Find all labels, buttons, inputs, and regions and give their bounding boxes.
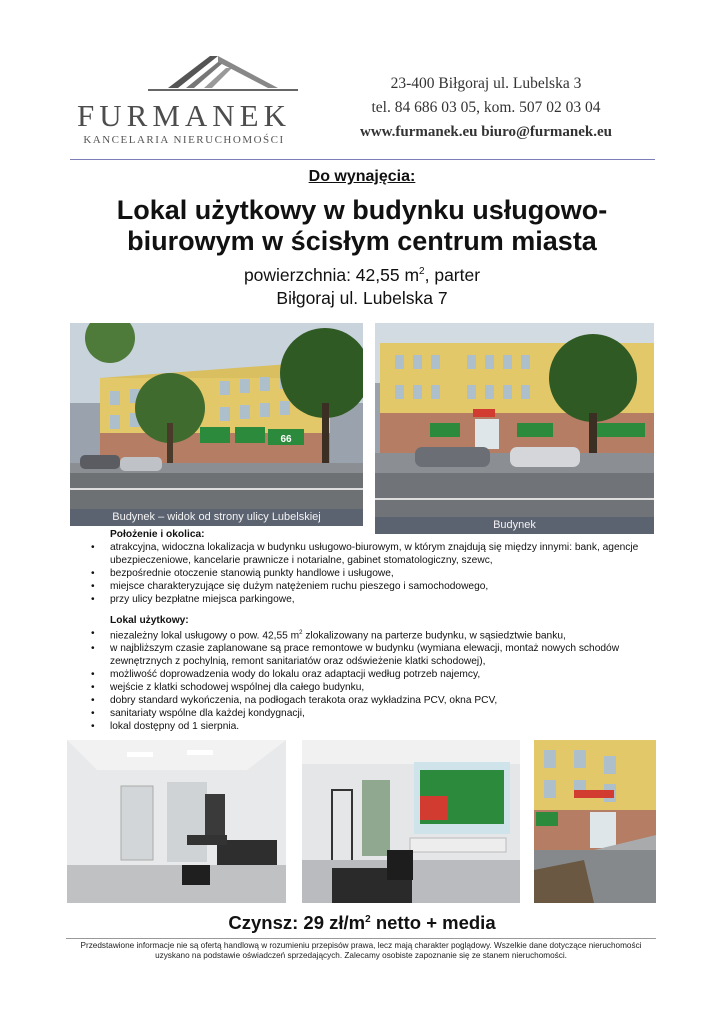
premises-item: • możliwość doprowadzenia wody do lokalu oraz adaptacji według potrzeb najemcy, — [84, 668, 664, 681]
premises-list — [84, 627, 664, 733]
building-front-illustration — [375, 323, 654, 534]
location-list — [84, 541, 664, 606]
location-heading: Położenie i okolica: — [110, 529, 205, 540]
area-sup: 2 — [419, 266, 425, 278]
building-entrance-illustration — [534, 740, 656, 903]
roof-logo-icon — [148, 52, 298, 96]
premises-item: • w najbliższym czasie zaplanowane są prace remontowe w budynku (wymiana elewacji, montaż nowych schodów zewnętrznych z pochylnią, remont sanitariatów oraz odświeżenie klatki schodowej), — [84, 642, 664, 668]
premises-item-text-end: zlokalizowany na parterze budynku, w sąsiedztwie banku, — [302, 630, 566, 642]
rent-price — [0, 912, 724, 934]
footer-divider — [66, 938, 656, 939]
rent-prefix: Czynsz: 29 zł/m — [228, 912, 366, 933]
interior-office-illustration — [67, 740, 286, 903]
location-item: • przy ulicy bezpłatne miejsca parkingowe, — [84, 593, 664, 606]
building-street-illustration — [70, 323, 363, 526]
location-item: • bezpośrednie otoczenie stanowią punkty handlowe i usługowe, — [84, 567, 664, 580]
contact-phones: tel. 84 686 03 05, kom. 507 02 03 04 — [371, 99, 601, 116]
photo-interior-office — [67, 740, 286, 903]
premises-heading: Lokal użytkowy: — [110, 615, 189, 626]
photo-caption-street: Budynek – widok od strony ulicy Lubelskiej — [70, 509, 363, 526]
premises-item: • wejście z klatki schodowej wspólnej dla całego budynku, — [84, 681, 664, 694]
premises-item-sup: 2 — [299, 630, 303, 636]
photo-building-street-view — [70, 323, 363, 526]
listing-title: Lokal użytkowy w budynku usługowo-biurowym w ścisłym centrum miasta — [116, 195, 608, 256]
listing-address: Biłgoraj ul. Lubelska 7 — [276, 288, 448, 308]
rent-sup: 2 — [365, 913, 371, 925]
contact-block — [318, 72, 654, 144]
location-section — [84, 528, 664, 606]
contact-web-email[interactable]: www.furmanek.eu biuro@furmanek.eu — [359, 124, 613, 140]
premises-section — [84, 614, 664, 733]
interior-window-illustration — [302, 740, 520, 903]
for-rent-label: Do wynajęcia: — [308, 168, 416, 185]
premises-item-text: niezależny lokal usługowy o pow. 42,55 m — [110, 630, 300, 642]
contact-address: 23-400 Biłgoraj ul. Lubelska 3 — [390, 75, 582, 92]
shop-sign-text: 66 — [280, 434, 292, 445]
brand-name: FURMANEK — [77, 98, 291, 133]
premises-item: • sanitariaty wspólne dla każdej kondygnacji, — [84, 707, 664, 720]
premises-item: • dobry standard wykończenia, na podłogach terakota oraz wykładzina PCV, okna PCV, — [84, 694, 664, 707]
area-suffix: , parter — [424, 265, 481, 285]
premises-item — [84, 627, 664, 642]
company-logo — [66, 52, 302, 156]
rent-suffix: netto + media — [370, 912, 496, 933]
area-line — [0, 265, 724, 286]
location-item: • atrakcyjna, widoczna lokalizacja w budynku usługowo-biurowym, w którym znajdują się między innymi: bank, agencje ubezpieczeniowe, kancelarie prawnicze i notarialne, gabinet stomatologiczny, szewc, — [84, 541, 664, 567]
photo-interior-window — [302, 740, 520, 903]
location-item: • miejsce charakteryzujące się dużym natężeniem ruchu pieszego i samochodowego, — [84, 580, 664, 593]
legal-disclaimer: Przedstawione informacje nie są ofertą handlową w rozumieniu przepisów prawa, lecz mają charakter poglądowy. Wszelkie dane dotyczące nieruchomości uzyskano na podstawie oświadczeń sprzedających. Zalecamy osobiste zapoznanie się ze stanem nieruchomości. — [80, 941, 642, 960]
photo-building-front — [375, 323, 654, 534]
photo-caption-front: Budynek — [375, 517, 654, 534]
header-divider — [70, 159, 655, 160]
premises-item: • lokal dostępny od 1 sierpnia. — [84, 720, 664, 733]
photo-building-entrance — [534, 740, 656, 903]
area-text: powierzchnia: 42,55 m — [243, 265, 420, 285]
brand-subtitle: KANCELARIA NIERUCHOMOŚCI — [83, 134, 285, 146]
